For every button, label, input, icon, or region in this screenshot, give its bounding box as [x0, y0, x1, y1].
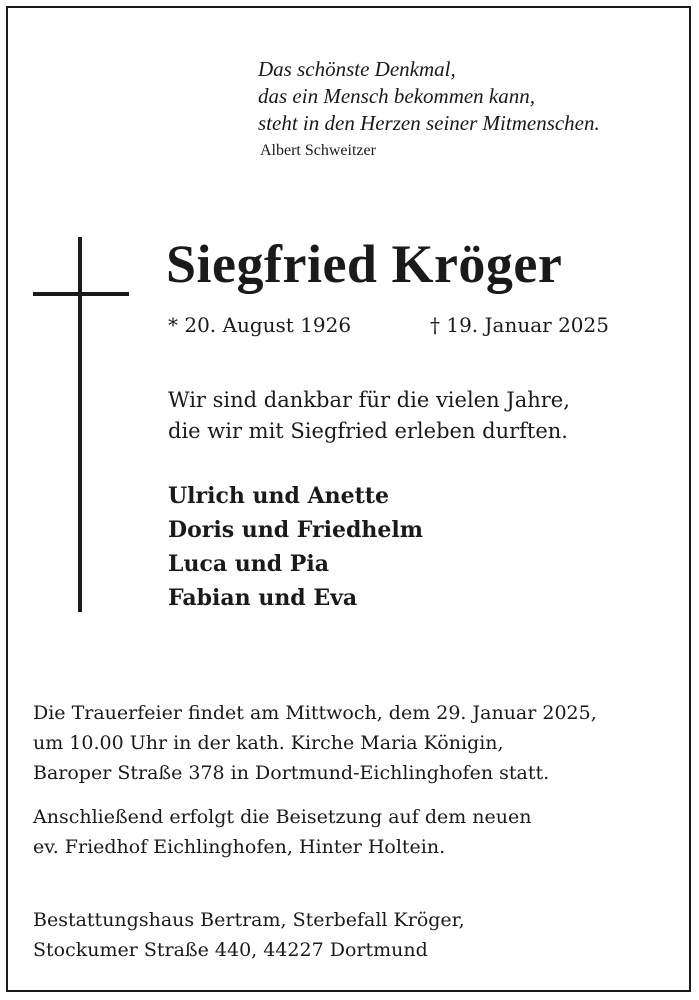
quote-line-2: das ein Mensch bekommen kann,	[258, 84, 535, 108]
service-line-2: um 10.00 Uhr in der kath. Kirche Maria Königin,	[33, 732, 504, 754]
thanks-line-2: die wir mit Siegfried erleben durften.	[168, 419, 568, 443]
family-member: Luca und Pia	[168, 551, 329, 577]
burial-line-1: Anschließend erfolgt die Beisetzung auf dem neuen	[33, 806, 532, 828]
family-member: Doris und Friedhelm	[168, 517, 423, 543]
deceased-name: Siegfried Kröger	[166, 234, 563, 294]
burial-info	[33, 802, 532, 862]
undertaker-info	[33, 905, 465, 965]
death-date: † 19. Januar 2025	[430, 313, 609, 337]
burial-line-2: ev. Friedhof Eichlinghofen, Hinter Holtein.	[33, 836, 446, 858]
service-line-3: Baroper Straße 378 in Dortmund-Eichlinghofen statt.	[33, 762, 550, 784]
family-member: Ulrich und Anette	[168, 483, 389, 509]
quote-line-3: steht in den Herzen seiner Mitmenschen.	[258, 111, 600, 135]
birth-date: * 20. August 1926	[168, 313, 352, 337]
undertaker-line-2: Stockumer Straße 440, 44227 Dortmund	[33, 939, 428, 961]
quote-line-1: Das schönste Denkmal,	[258, 57, 456, 81]
undertaker-line-1: Bestattungshaus Bertram, Sterbefall Kröger,	[33, 909, 465, 931]
service-info	[33, 698, 597, 788]
service-line-1: Die Trauerfeier findet am Mittwoch, dem 29. Januar 2025,	[33, 702, 597, 724]
thanks-line-1: Wir sind dankbar für die vielen Jahre,	[168, 388, 570, 412]
cross-horizontal-bar	[33, 292, 129, 296]
quote-block	[258, 56, 600, 163]
family-list	[168, 479, 423, 615]
quote-author: Albert Schweitzer	[260, 142, 376, 159]
thanks-text	[168, 385, 570, 447]
family-member: Fabian und Eva	[168, 585, 358, 611]
